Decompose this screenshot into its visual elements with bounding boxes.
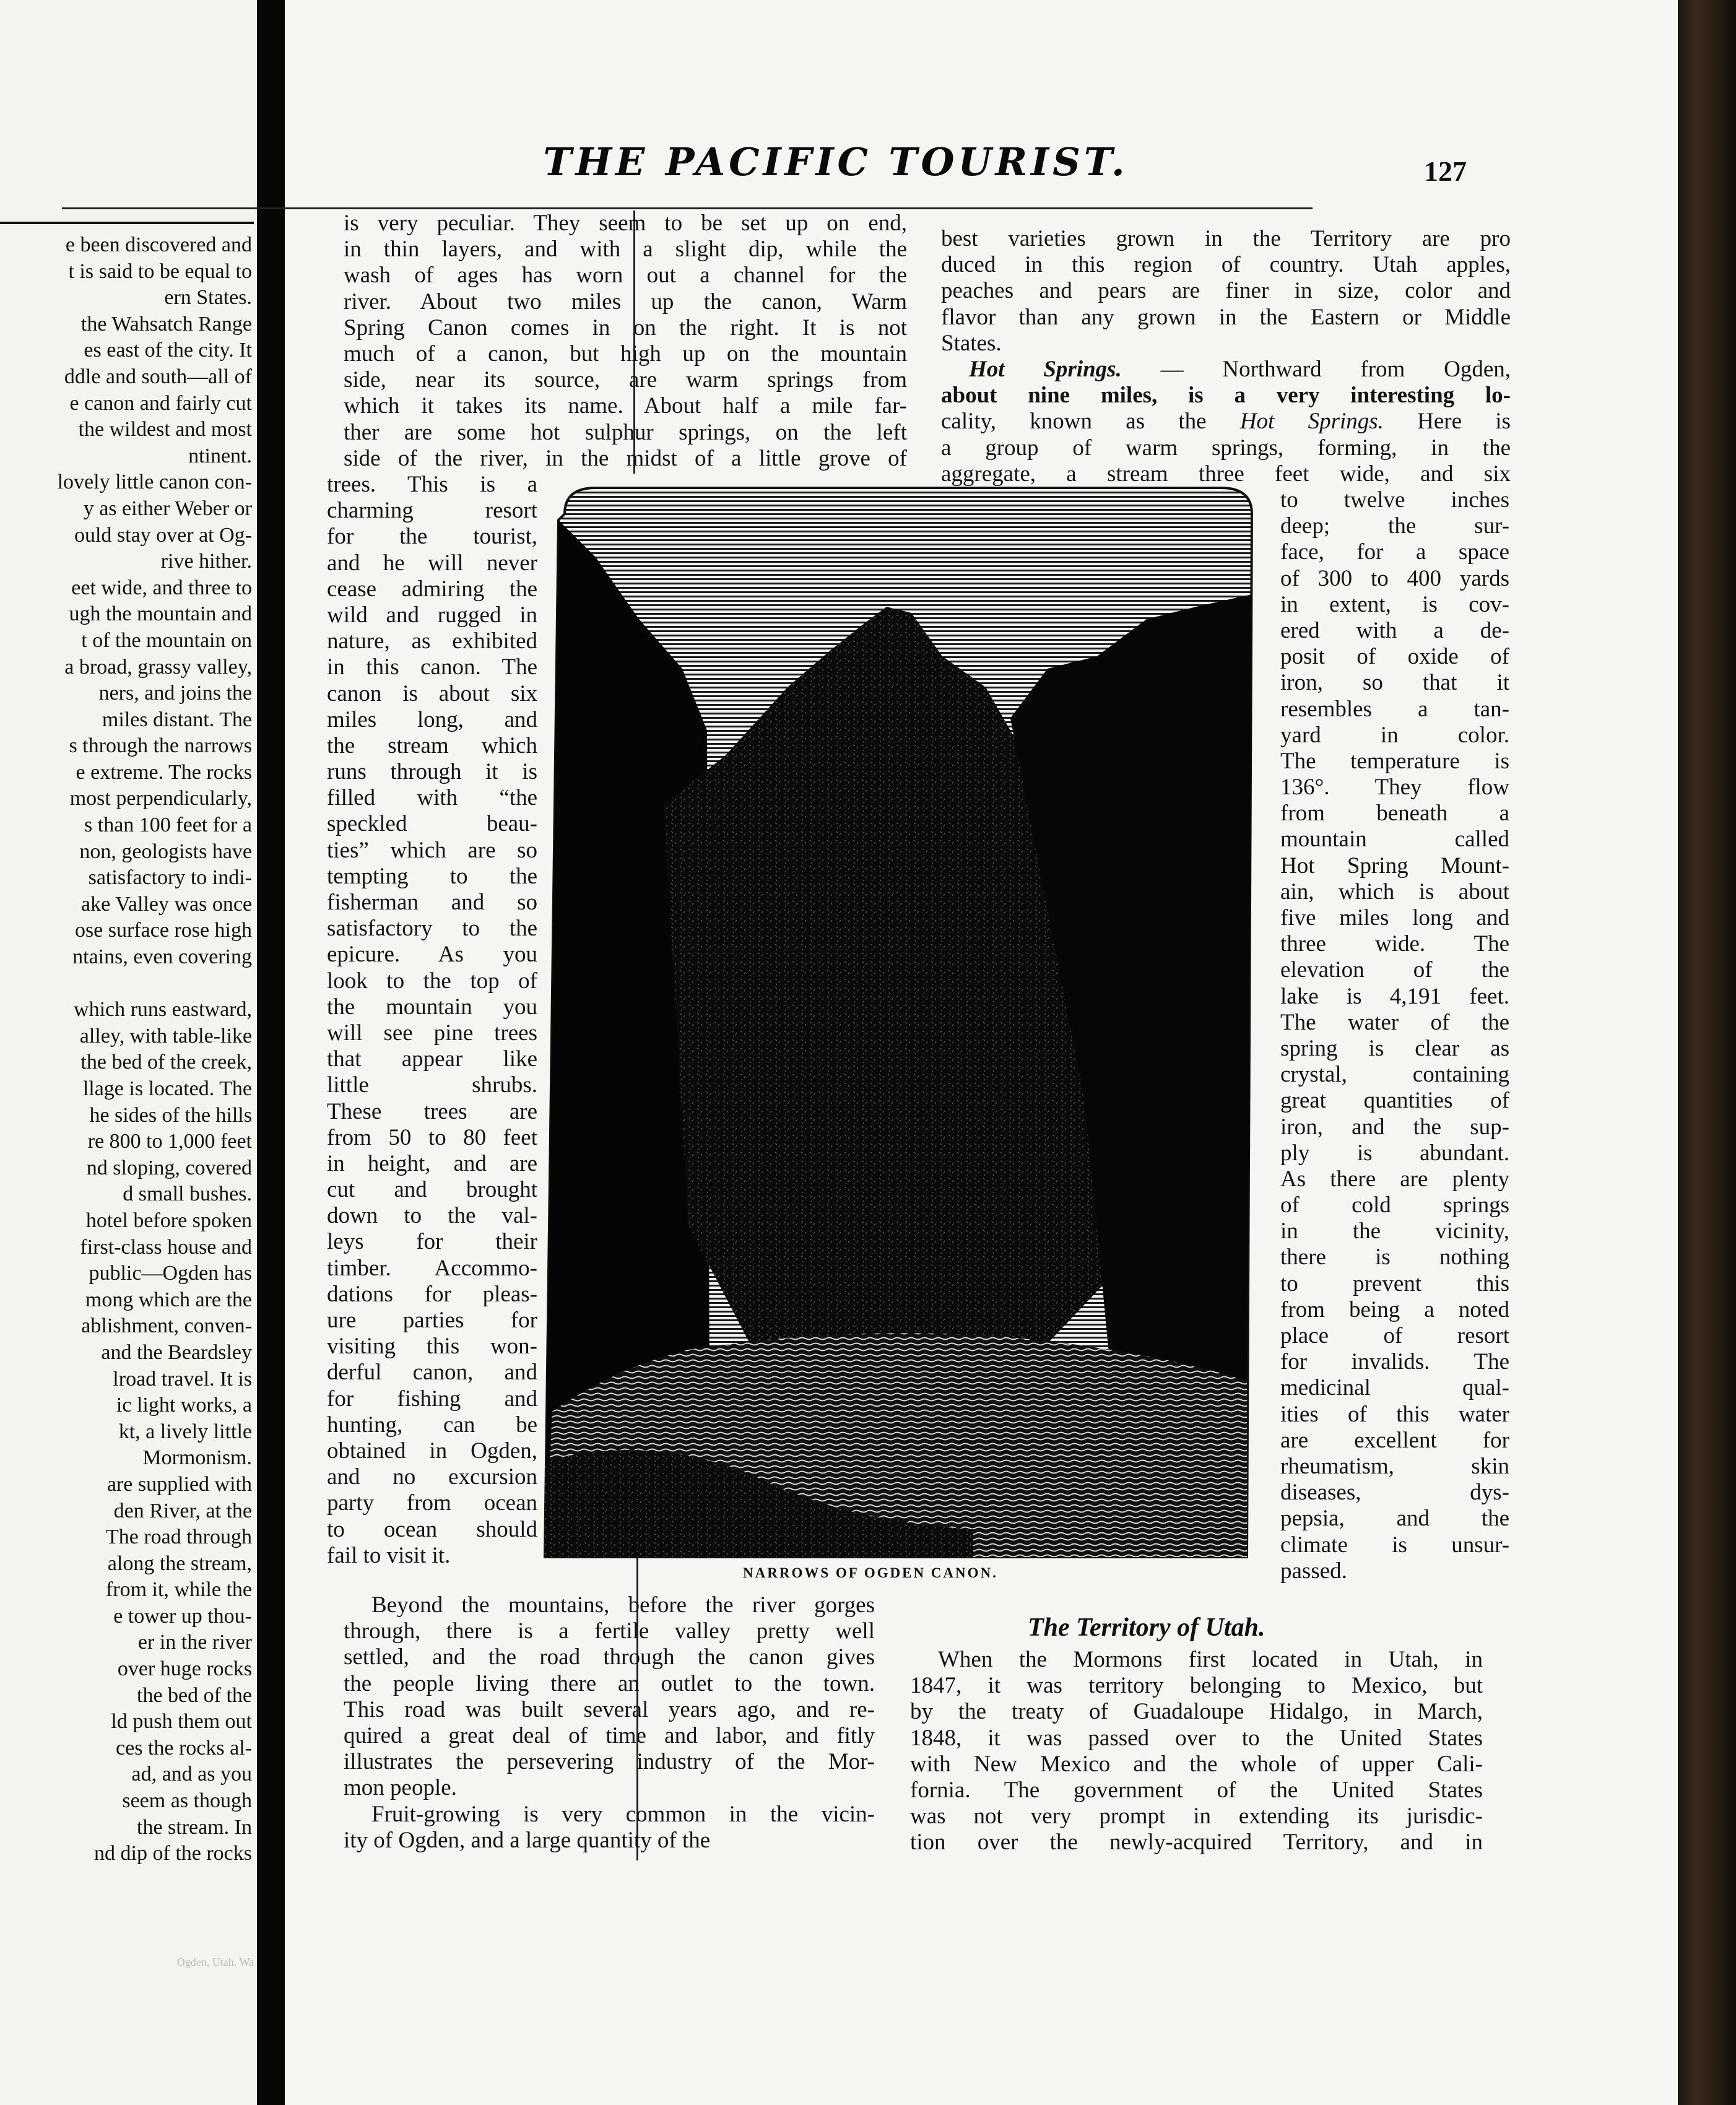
text-line: little shrubs. [327,1072,537,1098]
text-line: nd dip of the rocks [94,1842,252,1865]
text-line: the bed of the [137,1683,252,1707]
text-line: As there are plenty [1280,1166,1509,1192]
illustration-caption: NARROWS OF OGDEN CANON. [743,1565,998,1581]
text-line: the people living there an outlet to the town. [344,1670,875,1696]
text-line: in the vicinity, [1280,1218,1509,1244]
text-line: place of resort [1280,1323,1509,1348]
left-page-text [0,232,252,1867]
text-line: nd sloping, covered [86,1156,252,1179]
text-line: ply is abundant. [1280,1140,1509,1166]
text-line: down to the val- [327,1203,537,1229]
text-line: ces the rocks al- [116,1736,252,1760]
text-line: that appear like [327,1046,537,1072]
text-line: fail to visit it. [327,1542,451,1568]
text-line: ad, and as you [131,1763,252,1786]
text-line: ugh the mountain and [69,602,252,626]
text-line: climate is unsur- [1280,1532,1509,1558]
text-line: er in the river [137,1631,252,1654]
text-line: a broad, grassy valley, [64,655,252,679]
text-line: timber. Accommo- [327,1255,537,1281]
text-line: ther are some hot sulphur springs, on the left [344,419,907,445]
text-line: medicinal qual- [1280,1375,1509,1401]
text-line: llage is located. The [82,1077,252,1100]
text-line: charming resort [327,498,537,524]
text-line: These trees are [327,1098,537,1124]
text-line: of 300 to 400 yards [1280,565,1509,591]
column-1-narrow-text [327,472,537,1569]
text-line: ic light works, a [116,1394,252,1417]
hot-springs-paragraph: Hot Springs. — Northward from Ogden, about nine miles, is a very interesting lo- cality, known as the Hot Springs. Here is a group of warm springs, forming, in the aggregate, a stream three feet wide, and six [941,357,1511,487]
text-line: seem as though [122,1789,252,1813]
text-line: ddle and south—all of [64,365,252,388]
text-line: passed. [1280,1558,1347,1584]
text-line: deep; the sur- [1280,513,1509,539]
text-line: y as either Weber or [83,497,252,520]
text-line: and the Beardsley [101,1340,252,1364]
text-line: great quantities of [1280,1088,1509,1114]
text-line: wild and rugged in [327,602,537,628]
text-line: miles distant. The [102,708,252,731]
text-line: from beneath a [1280,801,1509,827]
text-line: nature, as exhibited [327,628,537,654]
text-line: Hot Spring Mount- [1280,853,1509,879]
text-line: ern States. [164,286,252,310]
text-line: Mormonism. [142,1446,252,1470]
text-line: fisherman and so [327,890,537,915]
text-line: ould stay over at Og- [74,523,252,547]
text-line: mon people. [344,1775,457,1801]
text-line: es east of the city. It [84,339,252,362]
text-line: e been discovered and [65,233,252,256]
territory-heading: The Territory of Utah. [1028,1613,1265,1642]
text-line: The temperature is [1280,748,1509,774]
text-line: t of the mountain on [81,628,252,652]
text-line: hotel before spoken [85,1209,252,1232]
text-line: of cold springs [1280,1192,1509,1218]
engraving-canyon-narrows [540,483,1275,1568]
text-line: and he will never [327,550,537,576]
text-line: fornia. The government of the United States [910,1777,1483,1803]
text-line: flavor than any grown in the Eastern or Middle [941,304,1511,330]
text-line: Spring Canon comes in on the right. It is not [344,315,907,341]
text-line: visiting this won- [327,1334,537,1360]
text-line: in height, and are [327,1150,537,1176]
text-line: settled, and the road through the canon gives [344,1644,875,1670]
text-line: public—Ogden has [89,1262,252,1285]
text-line: the Wahsatch Range [80,312,252,336]
text-line: five miles long and [1280,905,1509,931]
text-line: wash of ages has worn out a channel for the [344,263,907,289]
text-line: for the tourist, [327,524,537,550]
book-edge [1678,0,1736,2105]
text-line: ities of this water [1280,1401,1509,1427]
text-line: will see pine trees [327,1020,537,1046]
running-title: THE PACIFIC TOURIST. [543,139,1129,184]
text-line: crystal, containing [1280,1062,1509,1088]
text-line: ntinent. [188,444,252,467]
text-line: cease admiring the [327,576,537,602]
text-line: ake Valley was once [81,892,252,916]
text-line: ered with a de- [1280,617,1509,643]
text-line: ners, and joins the [98,682,252,705]
text-line: from being a noted [1280,1296,1509,1322]
territory-text [910,1647,1483,1856]
text-line: This road was built several years ago, and re- [344,1696,875,1722]
text-line: The road through [105,1526,252,1549]
text-line [0,971,252,997]
page-number: 127 [1424,155,1467,187]
text-line: the stream. In [137,1815,252,1839]
text-line: diseases, dys- [1280,1480,1509,1506]
text-line: ose surface rose high [74,919,252,942]
text-line: in extent, is cov- [1280,591,1509,617]
column-2-narrow-text [1280,487,1509,1584]
text-line: resembles a tan- [1280,696,1509,722]
text-line: cut and brought [327,1177,537,1203]
text-line: to ocean should [327,1516,537,1542]
text-line: the bed of the creek, [80,1051,252,1074]
text-line: tempting to the [327,863,537,889]
text-line: side, near its source, are warm springs from [344,367,907,393]
column-2-top-text [941,226,1511,357]
text-line: from it, while the [105,1578,252,1602]
text-line: ties” which are so [327,837,537,863]
text-line: he sides of the hills [89,1103,252,1127]
text-line: rheumatism, skin [1280,1453,1509,1479]
text-line: through, there is a fertile valley pretty well [344,1618,875,1644]
text-line: Fruit-growing is very common in the vicin- [371,1801,875,1827]
text-line: by the treaty of Guadaloupe Hidalgo, in March, [910,1699,1483,1725]
text-line: derful canon, and [327,1360,537,1386]
text-line: speckled beau- [327,811,537,837]
left-page-rule [0,222,254,224]
text-line: rive hither. [160,550,252,573]
text-line: from 50 to 80 feet [327,1124,537,1150]
text-line: pepsia, and the [1280,1506,1509,1532]
text-line: canon is about six [327,680,537,706]
text-line: iron, and the sup- [1280,1114,1509,1140]
text-line: mong which are the [85,1288,252,1311]
text-line: hunting, can be [327,1412,537,1438]
text-line: e tower up thou- [113,1604,252,1628]
text-line: d small bushes. [123,1183,252,1206]
text-line: yard in color. [1280,722,1509,748]
column-1-top-text [344,210,907,472]
text-line: mountain called [1280,827,1509,853]
left-page-faint-text: Ogden, Utah. Wa [176,1956,254,1968]
text-line: trees. This is a [327,472,537,497]
text-line: 1848, it was passed over to the United States [910,1725,1483,1751]
text-line: with New Mexico and the whole of upper Cali- [910,1751,1483,1777]
text-line: filled with “the [327,785,537,811]
text-line: kt, a lively little [118,1420,252,1443]
text-line: 136°. They flow [1280,775,1509,801]
text-line: to twelve inches [1280,487,1509,513]
text-line: party from ocean [327,1490,537,1516]
text-line: ity of Ogden, and a large quantity of the [344,1827,711,1853]
text-line: re 800 to 1,000 feet [87,1130,252,1153]
text-line: best varieties grown in the Territory are pro [941,226,1511,251]
text-line: river. About two miles up the canon, Warm [344,289,907,315]
text-line: peaches and pears are finer in size, color and [941,278,1511,304]
text-line: much of a canon, but high up on the mountain [344,341,907,367]
text-line: lroad travel. It is [113,1367,252,1391]
text-line: for fishing and [327,1386,537,1412]
text-line: for invalids. The [1280,1349,1509,1375]
text-line: The water of the [1280,1009,1509,1035]
text-line: alley, with table-like [79,1024,252,1048]
text-line: t is said to be equal to [68,259,252,283]
text-line: along the stream, [107,1552,252,1575]
text-line: dations for pleas- [327,1281,537,1307]
text-line: duced in this region of country. Utah apples, [941,252,1511,278]
text-line: satisfactory to indi- [88,866,252,890]
text-line: s than 100 feet for a [84,814,252,837]
text-line: ure parties for [327,1308,537,1333]
book-gutter [257,0,285,2105]
text-line: ntains, even covering [72,945,252,969]
text-line: iron, so that it [1280,670,1509,696]
text-line: e canon and fairly cut [69,391,252,415]
text-line: the wildest and most [78,418,252,441]
text-line: illustrates the persevering industry of the Mor- [344,1749,875,1775]
text-line: the mountain you [327,994,537,1020]
text-line: in this canon. The [327,654,537,680]
text-line: satisfactory to the [327,916,537,942]
text-line: Beyond the mountains, before the river gorges [371,1592,875,1618]
text-line: miles long, and [327,706,537,732]
text-line: in thin layers, and with a slight dip, while the [344,237,907,263]
text-line: epicure. As you [327,942,537,968]
text-line: obtained in Ogden, [327,1438,537,1464]
text-line: look to the top of [327,968,537,994]
text-line: eet wide, and three to [71,576,252,599]
text-line: States. [941,330,1002,356]
left-facing-page [0,0,257,2105]
header-rule [62,207,1313,209]
text-line: which it takes its name. About half a mile far- [344,393,907,419]
text-line: elevation of the [1280,957,1509,983]
text-line: face, for a space [1280,539,1509,565]
text-line: quired a great deal of time and labor, and fitly [344,1722,875,1748]
text-line: there is nothing [1280,1244,1509,1270]
text-line: three wide. The [1280,931,1509,957]
text-line: When the Mormons first located in Utah, in [938,1647,1483,1672]
text-line: spring is clear as [1280,1035,1509,1061]
text-line: lake is 4,191 feet. [1280,983,1509,1009]
text-line: to prevent this [1280,1270,1509,1296]
text-line: side of the river, in the midst of a little grove of [344,445,907,471]
text-line: den River, at the [113,1499,252,1522]
text-line: which runs eastward, [74,998,252,1022]
text-line: ain, which is about [1280,879,1509,905]
text-line: over huge rocks [117,1657,252,1681]
text-line: was not very prompt in extending its jurisdic- [910,1803,1483,1829]
text-line: and no excursion [327,1464,537,1490]
text-line: e extreme. The rocks [76,760,252,784]
text-line: s through the narrows [69,734,252,758]
column-1-bottom-text [344,1592,875,1854]
text-line: lovely little canon con- [57,471,252,494]
text-line: ld push them out [111,1710,252,1734]
text-line: is very peculiar. They seem to be set up on end, [344,210,907,236]
text-line: non, geologists have [79,840,252,863]
text-line: the stream which [327,732,537,758]
text-line: tion over the newly-acquired Territory, and in [910,1829,1483,1855]
hot-springs-title: Hot Springs. [969,357,1122,382]
text-line: posit of oxide of [1280,644,1509,670]
text-line: leys for their [327,1229,537,1255]
text-line: first-class house and [80,1235,252,1259]
text-line: runs through it is [327,759,537,785]
text-line: are supplied with [106,1472,252,1496]
text-line: most perpendicularly, [69,787,252,810]
text-line: are excellent for [1280,1427,1509,1453]
text-line: ablishment, conven- [81,1314,252,1338]
text-line: 1847, it was territory belonging to Mexico, but [910,1673,1483,1699]
